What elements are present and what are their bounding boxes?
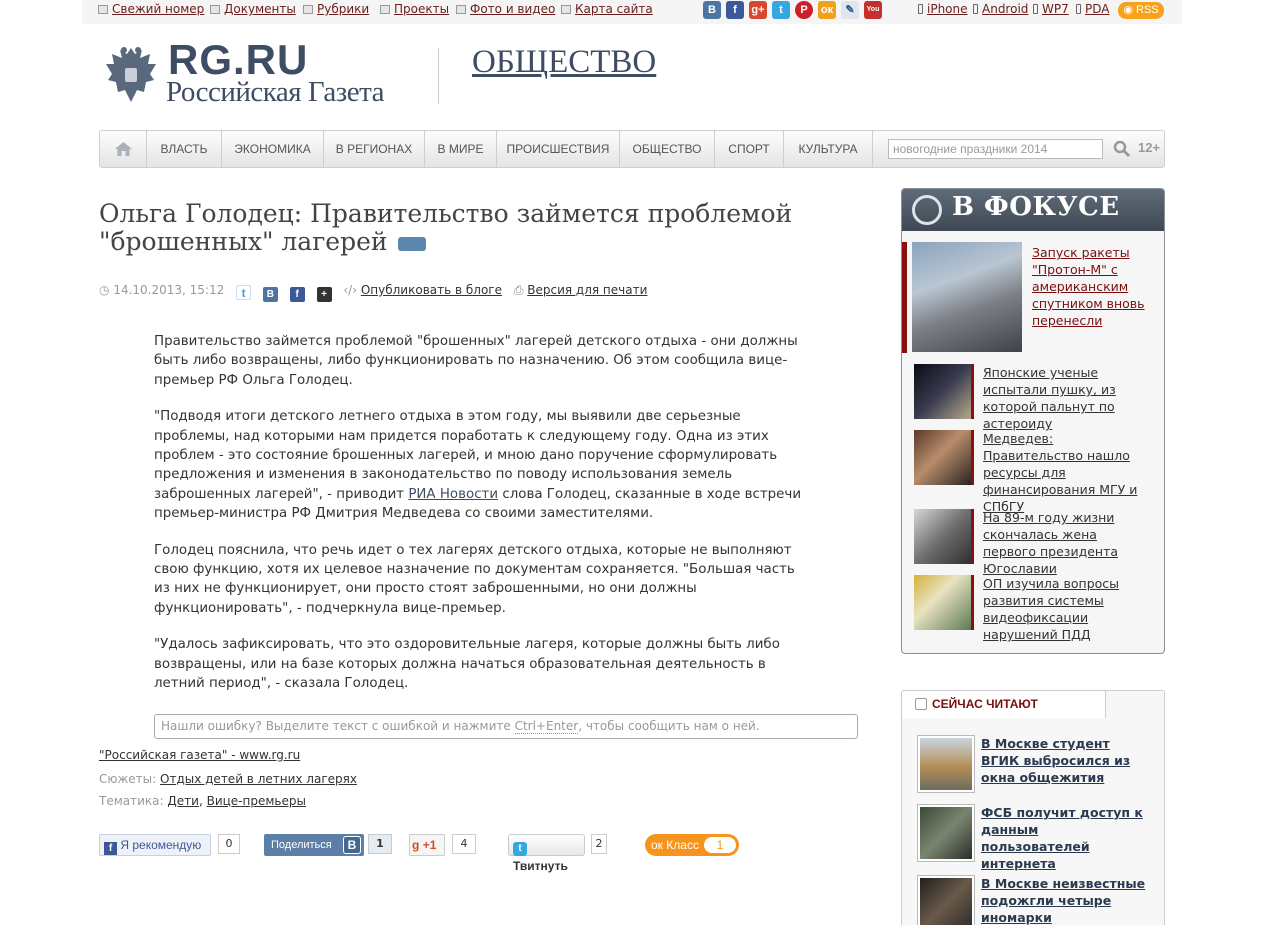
dormitory-thumbnail[interactable] [917,735,975,793]
article-title-text: Ольга Голодец: Правительство займется проблемой "брошенных" лагерей [99,199,793,256]
facebook-count: 0 [218,834,240,854]
ria-novosti-link[interactable]: РИА Новости [408,486,499,502]
odnoklassniki-class-button[interactable] [645,834,739,856]
main-nav [99,130,1165,168]
facebook-recommend-label: Я рекомендую [120,838,202,852]
googleplus-count: 4 [452,834,476,854]
print-version-link[interactable]: Версия для печати [527,283,648,297]
paragraph-text: слова Голодец, сказанные в ходе встречи премьер-министра РФ Дмитрия Медведева со своими заместителями. [154,486,802,522]
home-button[interactable] [100,131,147,167]
logo-rg: RG [168,36,233,83]
phone-icon [973,4,978,14]
top-link-rubrics[interactable]: Рубрики [303,2,369,16]
device-link-pda[interactable]: PDA [1076,2,1109,16]
facebook-icon[interactable]: f [726,1,744,19]
logo-subtitle: Российская Газета [166,76,385,108]
vk-share-label: Поделиться [271,839,332,851]
eagle-emblem-icon [104,44,158,106]
top-link-sitemap[interactable]: Карта сайта [561,2,653,16]
twitter-share-icon[interactable]: t [236,285,251,300]
nav-item-economy[interactable]: ЭКОНОМИКА [222,131,324,167]
googleplus-icon[interactable]: g+ [749,1,767,19]
nav-item-sport[interactable]: СПОРТ [715,131,784,167]
topic-link[interactable]: Вице-премьеры [206,794,306,808]
logo-dot-ru: .RU [233,36,309,83]
error-text: , чтобы сообщить нам о ней. [578,719,760,733]
aperture-icon [912,195,942,225]
rss-button[interactable]: ◉ RSS [1118,2,1164,19]
now-reading-block [901,690,1165,925]
vk-icon: В [343,836,361,854]
odnoklassniki-icon: ок [651,838,663,852]
top-link-fresh-issue[interactable]: Свежий номер [98,2,204,16]
googleplus-icon: g [412,838,420,852]
ok-count: 1 [704,837,736,853]
projects-icon [380,5,390,14]
pinterest-icon[interactable]: P [795,1,813,19]
nav-item-incidents[interactable]: ПРОИСШЕСТВИЯ [497,131,620,167]
source-link[interactable]: "Российская газета" - www.rg.ru [99,748,301,762]
burned-cars-thumbnail[interactable] [917,875,975,925]
device-link-iphone[interactable]: iPhone [918,2,968,16]
age-rating: 12+ [1138,140,1161,155]
ok-class-label: Класс [666,838,699,852]
site-logo[interactable] [104,36,424,108]
focus-item-link[interactable]: ОП изучила вопросы развития системы видеофиксации нарушений ПДД [983,576,1120,642]
section-title[interactable]: ОБЩЕСТВО [472,44,657,80]
medvedev-thumbnail[interactable] [914,430,974,485]
search-icon[interactable] [1113,140,1131,158]
article-body [154,332,814,711]
document-icon [210,5,220,14]
focus-main-story[interactable] [902,242,1164,353]
header-divider [438,48,439,104]
phone-icon [918,4,923,14]
sitemap-icon [561,5,571,14]
focus-title: В ФОКУСЕ [952,192,1120,222]
topic-link[interactable]: Дети [167,794,199,808]
nav-item-world[interactable]: В МИРЕ [425,131,497,167]
comments-icon[interactable] [398,237,426,251]
focus-main-link[interactable]: Запуск ракеты "Протон-М" с американским спутником вновь перенесли [1032,245,1145,328]
traffic-camera-thumbnail[interactable] [914,575,974,630]
vk-share-button[interactable] [264,834,364,856]
article-paragraph: Правительство займется проблемой "брошенных" лагерей детского отдыха - они должны быть либо возвращены, либо функционировать по назначению. Об этом сообщила вице-премьер РФ Ольга Голодец. [154,334,798,388]
focus-item-link[interactable]: На 89-м году жизни скончалась жена первого президента Югославии [983,510,1119,576]
vk-icon[interactable]: В [703,1,721,19]
tweet-count: 2 [591,834,607,854]
now-reading-tab[interactable] [901,690,1106,718]
article-title [99,200,819,256]
topics-label: Тематика: [99,794,164,808]
clock-icon: ◷ [99,283,110,297]
article-paragraph: Голодец пояснила, что речь идет о тех лагерях детского отдыха, которые не выполняют свою функцию, хотя их целевое назначение по документам сохраняется. "Большая часть из них не функционирует, они просто стоят заброшенными, но они должны функционировать", - подчеркнула вице-премьер. [154,542,795,616]
vk-share-icon[interactable]: В [263,287,278,302]
googleplus-label: +1 [422,838,437,852]
phone-icon [1033,4,1038,14]
topics-line [99,794,306,808]
rss-icon: ◉ [1123,4,1137,16]
rubrics-icon [303,5,313,14]
rocket-thumbnail[interactable] [912,242,1022,352]
accent-bar [902,242,907,353]
camera-icon [456,5,466,14]
focus-header [902,189,1164,231]
popular-item-link[interactable]: В Москве неизвестные подожгли четыре иномарки [981,876,1146,925]
story-link[interactable]: Отдых детей в летних лагерях [160,772,357,786]
top-link-photo-video[interactable]: Фото и видео [456,2,555,16]
article-date: 14.10.2013, 15:12 [113,283,225,297]
code-icon: ‹/› [343,283,358,297]
facebook-share-icon[interactable]: f [290,287,305,302]
newspaper-icon [98,5,108,14]
stories-label: Сюжеты: [99,772,157,786]
thumbs-up-icon [915,698,927,710]
odnoklassniki-icon[interactable]: ок [818,1,836,19]
nav-item-regions[interactable]: В РЕГИОНАХ [324,131,425,167]
pda-icon [1076,4,1081,14]
article-paragraph [154,407,814,523]
article-meta [99,283,647,302]
popular-item-link[interactable]: ФСБ получит доступ к данным пользователей интернета [981,805,1143,871]
search-input[interactable]: новогодние праздники 2014 [888,139,1103,159]
popular-item-link[interactable]: В Москве студент ВГИК выбросился из окна общежития [981,736,1131,785]
device-link-wp7[interactable]: WP7 [1033,2,1069,16]
printer-icon: ⎙ [513,283,524,297]
focus-block [901,188,1165,654]
facebook-icon: f [104,842,117,855]
topic-separator: , [198,794,203,808]
plus-share-icon[interactable]: + [317,287,332,302]
device-link-android[interactable]: Android [973,2,1028,16]
focus-item-link[interactable]: Медведев: Правительство нашло ресурсы для финансирования МГУ и СПбГУ [983,431,1138,514]
nav-item-culture[interactable]: КУЛЬТУРА [784,131,873,167]
nav-item-vlast[interactable]: ВЛАСТЬ [147,131,222,167]
livejournal-icon[interactable]: ✎ [841,1,859,19]
fsb-thumbnail[interactable] [917,804,975,862]
top-link-documents[interactable]: Документы [210,2,296,16]
twitter-icon[interactable]: t [772,1,790,19]
error-text: Нашли ошибку? Выделите текст с ошибкой и нажмите [161,719,511,733]
twitter-icon: t [513,842,527,856]
top-link-projects[interactable]: Проекты [380,2,449,16]
publish-blog-link[interactable]: Опубликовать в блоге [360,283,502,297]
youtube-icon[interactable]: You [864,1,882,19]
now-reading-title: СЕЙЧАС ЧИТАЮТ [932,697,1038,711]
focus-item-link[interactable]: Японские ученые испытали пушку, из которой пальнут по астероиду [983,365,1116,431]
facebook-recommend-button[interactable] [99,834,211,856]
nav-item-society[interactable]: ОБЩЕСТВО [620,131,715,167]
tweet-label: Твитнуть [513,859,568,873]
tweet-button[interactable] [508,834,585,873]
asteroid-thumbnail[interactable] [914,364,974,419]
stories-line [99,772,357,786]
error-report-box[interactable] [154,714,858,739]
paragraph-text: "Подводя итоги детского летнего отдыха в этом году, мы выявили две серьезные проблемы, над которыми нам придется поработать к следующему году. Одна из этих проблем - это состояние брошенных лагерей, и мною дано поручение сформулировать предложения и изменения в законодательство по поводу использования земель заброшенных лагерей", - приводит [154,409,778,502]
vk-count: 1 [368,834,392,854]
article-paragraph: "Удалось зафиксировать, что это оздоровительные лагеря, которые должны быть либо возвращены, или на базе которых должна начаться образовательная деятельность в летний период", - сказала Голодец. [154,637,780,692]
ctrl-enter-hint: Ctrl+Enter [514,719,579,733]
googleplus-button[interactable] [409,834,445,856]
archive-photo-thumbnail[interactable] [914,509,974,564]
top-bar [82,0,1182,24]
home-icon [115,142,132,156]
